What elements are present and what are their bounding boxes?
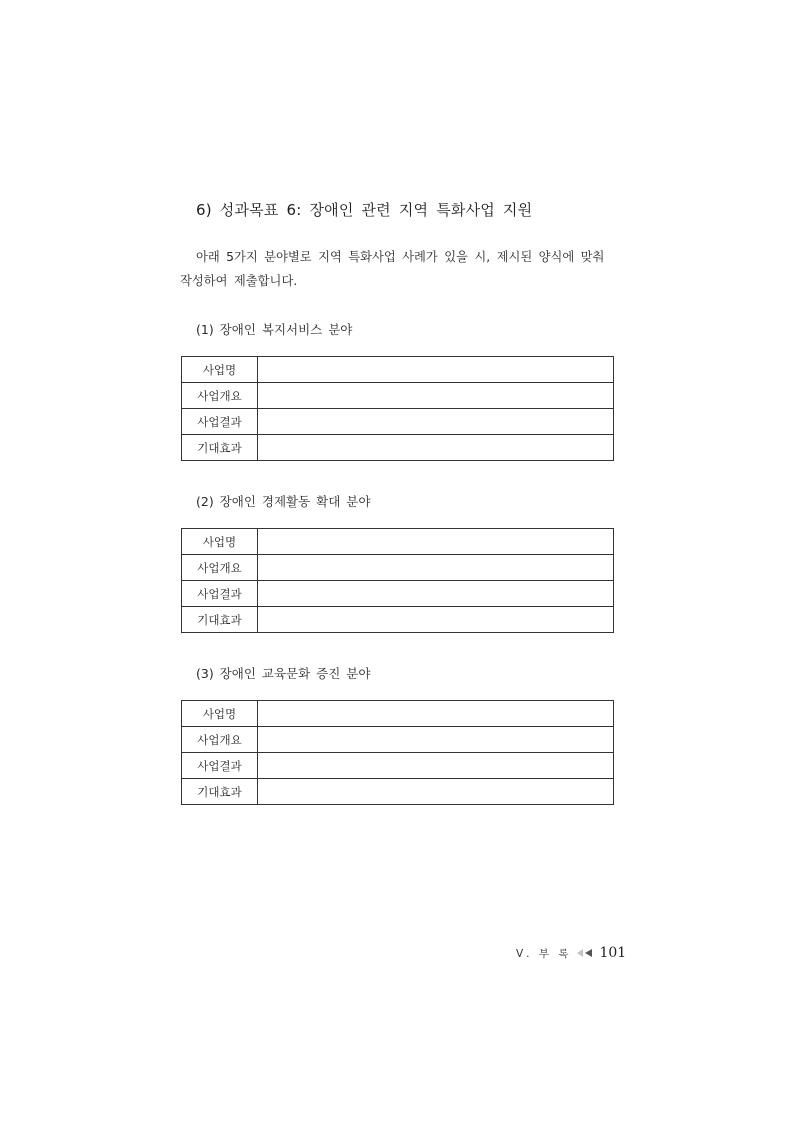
table-row — [182, 435, 614, 461]
input-cell[interactable] — [258, 607, 614, 633]
table-row — [182, 607, 614, 633]
row-label: 기대효과 — [182, 435, 258, 461]
table-row — [182, 409, 614, 435]
input-cell[interactable] — [258, 753, 614, 779]
section-title-1: (1) 장애인 복지서비스 분야 — [196, 322, 353, 337]
input-cell[interactable] — [258, 727, 614, 753]
input-cell[interactable] — [258, 581, 614, 607]
input-cell[interactable] — [258, 555, 614, 581]
section-title-3: (3) 장애인 교육문화 증진 분야 — [196, 666, 371, 681]
input-cell[interactable] — [258, 409, 614, 435]
row-label: 사업결과 — [182, 409, 258, 435]
running-title: Ⅴ. 부 록 — [516, 947, 572, 960]
table-row — [182, 555, 614, 581]
page-footer — [516, 943, 626, 963]
input-cell[interactable] — [258, 435, 614, 461]
input-cell[interactable] — [258, 383, 614, 409]
form-table-1 — [181, 356, 614, 461]
input-cell[interactable] — [258, 529, 614, 555]
row-label: 사업명 — [182, 529, 258, 555]
table-row — [182, 701, 614, 727]
input-cell[interactable] — [258, 701, 614, 727]
table-row — [182, 529, 614, 555]
row-label: 사업개요 — [182, 727, 258, 753]
input-cell[interactable] — [258, 357, 614, 383]
row-label: 사업결과 — [182, 753, 258, 779]
form-table-2 — [181, 528, 614, 633]
row-label: 사업결과 — [182, 581, 258, 607]
form-table-3 — [181, 700, 614, 805]
row-label: 기대효과 — [182, 779, 258, 805]
table-row — [182, 383, 614, 409]
row-label: 사업개요 — [182, 555, 258, 581]
intro-paragraph: 아래 5가지 분야별로 지역 특화사업 사례가 있을 시, 제시된 양식에 맞춰 작성하여 제출합니다. — [180, 250, 605, 288]
input-cell[interactable] — [258, 779, 614, 805]
table-row — [182, 357, 614, 383]
section-heading: 6) 성과목표 6: 장애인 관련 지역 특화사업 지원 — [196, 201, 533, 219]
table-row — [182, 581, 614, 607]
row-label: 기대효과 — [182, 607, 258, 633]
section-title-2: (2) 장애인 경제활동 확대 분야 — [196, 494, 371, 509]
double-left-arrow-icon — [577, 949, 593, 957]
row-label: 사업개요 — [182, 383, 258, 409]
page-number: 101 — [599, 945, 627, 961]
row-label: 사업명 — [182, 701, 258, 727]
table-row — [182, 727, 614, 753]
table-row — [182, 779, 614, 805]
row-label: 사업명 — [182, 357, 258, 383]
table-row — [182, 753, 614, 779]
